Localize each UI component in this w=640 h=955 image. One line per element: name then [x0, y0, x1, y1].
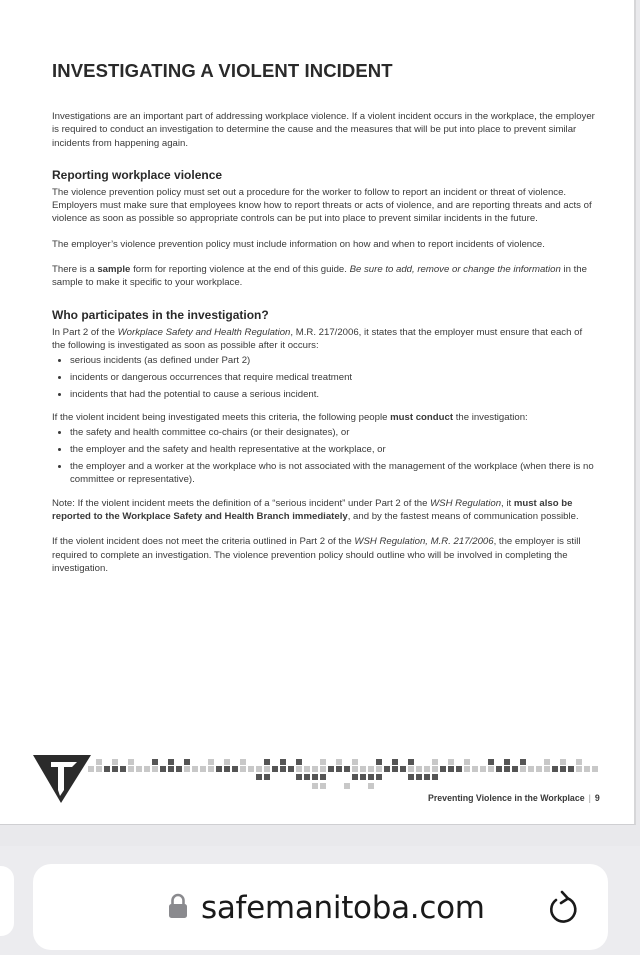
- decorative-square: [96, 766, 102, 772]
- decorative-square: [336, 766, 342, 772]
- decorative-square: [432, 774, 438, 780]
- italic-text: Workplace Safety and Health Regulation: [117, 326, 291, 338]
- decorative-square: [312, 774, 318, 780]
- participants-heading: Who participates in the investigation?: [52, 307, 269, 322]
- page-number: 9: [594, 793, 600, 803]
- decorative-square: [520, 766, 526, 772]
- note-paragraph: [52, 497, 597, 524]
- reporting-paragraph-3: [52, 263, 597, 290]
- decorative-square: [128, 766, 134, 772]
- decorative-square: [432, 759, 438, 765]
- decorative-square: [560, 759, 566, 765]
- decorative-square: [184, 766, 190, 772]
- decorative-square: [256, 766, 262, 772]
- decorative-square: [288, 766, 294, 772]
- decorative-square: [368, 766, 374, 772]
- decorative-square: [304, 766, 310, 772]
- decorative-square: [464, 759, 470, 765]
- text-run: In Part 2 of the: [52, 326, 118, 338]
- decorative-square: [432, 766, 438, 772]
- list-item: • the safety and health committee co-chairs (or their designates), or: [70, 426, 597, 439]
- decorative-square: [544, 759, 550, 765]
- decorative-square: [448, 766, 454, 772]
- decorative-square: [344, 783, 350, 789]
- decorative-square: [560, 766, 566, 772]
- decorative-square: [400, 766, 406, 772]
- decorative-square: [128, 759, 134, 765]
- decorative-square: [296, 766, 302, 772]
- decorative-square: [184, 759, 190, 765]
- decorative-square: [320, 766, 326, 772]
- list-item: • incidents or dangerous occurrences that require medical treatment: [70, 371, 597, 384]
- decorative-square: [240, 759, 246, 765]
- reporting-paragraph-2: The employer’s violence prevention policy must include information on how and when to report incidents of violence.: [52, 238, 545, 250]
- decorative-square: [424, 774, 430, 780]
- text-run: , it: [501, 497, 514, 509]
- decorative-square: [488, 759, 494, 765]
- decorative-square: [320, 759, 326, 765]
- decorative-square: [504, 766, 510, 772]
- decorative-square: [320, 774, 326, 780]
- decorative-square: [320, 783, 326, 789]
- decorative-square: [576, 766, 582, 772]
- bold-text: must conduct: [390, 412, 454, 424]
- participants-paragraph-2: [52, 411, 597, 424]
- decorative-square: [368, 774, 374, 780]
- italic-text: Be sure to add, remove or change the information: [349, 264, 561, 276]
- reload-icon[interactable]: [547, 889, 581, 927]
- decorative-square: [544, 766, 550, 772]
- text-run: , and by the fastest means of communication possible.: [347, 510, 579, 522]
- safe-work-logo-icon: [31, 753, 93, 805]
- decorative-square: [280, 759, 286, 765]
- decorative-square: [496, 766, 502, 772]
- footer-title: Preventing Violence in the Workplace: [428, 793, 585, 803]
- decorative-square: [568, 766, 574, 772]
- decorative-square: [352, 766, 358, 772]
- page-title: INVESTIGATING A VIOLENT INCIDENT: [52, 60, 393, 81]
- browser-toolbar: [0, 846, 640, 955]
- decorative-square: [360, 774, 366, 780]
- decorative-square: [592, 766, 598, 772]
- previous-tab-edge[interactable]: [0, 866, 14, 936]
- text-run: Note: If the violent incident meets the definition of a “serious incident” under Part 2 of the: [52, 497, 431, 509]
- decorative-square: [392, 766, 398, 772]
- decorative-square: [264, 774, 270, 780]
- text-run: If the violent incident being investigated meets this criteria, the following people: [52, 412, 391, 424]
- decorative-square: [456, 766, 462, 772]
- decorative-square: [152, 759, 158, 765]
- decorative-square: [208, 759, 214, 765]
- decorative-square: [464, 766, 470, 772]
- decorative-square: [208, 766, 214, 772]
- decorative-square: [168, 766, 174, 772]
- decorative-square: [408, 774, 414, 780]
- decorative-square: [144, 766, 150, 772]
- decorative-square: [440, 766, 446, 772]
- decorative-square: [376, 766, 382, 772]
- investigation-criteria-list: [52, 354, 597, 401]
- decorative-square: [488, 766, 494, 772]
- decorative-square: [352, 774, 358, 780]
- decorative-square: [368, 783, 374, 789]
- footer-separator: |: [588, 793, 591, 803]
- list-item: • the employer and a worker at the workplace who is not associated with the management of the workplace (when there is no committee or representative).: [70, 460, 597, 487]
- footer-label: [428, 793, 600, 803]
- decorative-square: [312, 766, 318, 772]
- decorative-square: [304, 774, 310, 780]
- decorative-square: [176, 766, 182, 772]
- text-run: , M.R. 217/2006, it states that the employer must ensure that each of the following is investigated as soon as possible after it occurs:: [52, 326, 583, 351]
- decorative-square: [328, 766, 334, 772]
- decorative-square: [520, 759, 526, 765]
- decorative-square: [392, 759, 398, 765]
- decorative-square: [232, 766, 238, 772]
- decorative-square: [264, 759, 270, 765]
- decorative-square: [136, 766, 142, 772]
- decorative-square: [576, 759, 582, 765]
- bold-text: must also be reported to the Workplace Safety and Health Branch immediately: [52, 497, 573, 522]
- decorative-square: [552, 766, 558, 772]
- decorative-square: [512, 766, 518, 772]
- italic-text: WSH Regulation: [430, 497, 502, 509]
- text-run: form for reporting violence at the end of this guide.: [130, 264, 350, 276]
- decorative-square: [408, 759, 414, 765]
- decorative-square: [376, 759, 382, 765]
- page-footer: [0, 745, 634, 815]
- decorative-square: [528, 766, 534, 772]
- address-bar[interactable]: [33, 864, 608, 950]
- decorative-square: [224, 766, 230, 772]
- text-run: the investigation:: [453, 412, 528, 424]
- intro-paragraph: Investigations are an important part of addressing workplace violence. If a violent incident occurs in the workplace, the employer is required to conduct an investigation to determine the cause and the measures that will be put into place to prevent similar incidents from happening again.: [52, 111, 595, 149]
- decorative-square: [224, 759, 230, 765]
- decorative-square: [296, 759, 302, 765]
- decorative-square: [448, 759, 454, 765]
- reporting-paragraph-1: The violence prevention policy must set out a procedure for the worker to follow to report an incident or threat of violence. Employers must make sure that employees know how to report threats or acts of violence, and are reporting threats and acts of violence as soon as possible so appropriate controls can be put into place to prevent similar incidents in the future.: [52, 186, 592, 225]
- decorative-square: [472, 766, 478, 772]
- document-content: [52, 60, 597, 587]
- investigators-list: [52, 426, 597, 486]
- list-item: • the employer and the safety and health representative at the workplace, or: [70, 443, 597, 456]
- decorative-square: [272, 766, 278, 772]
- decorative-square: [536, 766, 542, 772]
- decorative-square: [96, 759, 102, 765]
- decorative-square: [168, 759, 174, 765]
- participants-paragraph-1: [52, 326, 597, 353]
- text-run: If the violent incident does not meet the criteria outlined in Part 2 of the: [52, 536, 355, 548]
- decorative-square: [296, 774, 302, 780]
- decorative-square: [88, 766, 94, 772]
- reporting-heading: Reporting workplace violence: [52, 167, 223, 182]
- decorative-square: [416, 774, 422, 780]
- lock-icon: [168, 893, 188, 919]
- decorative-square: [352, 759, 358, 765]
- decorative-square: [240, 766, 246, 772]
- decorative-square: [480, 766, 486, 772]
- decorative-square: [192, 766, 198, 772]
- bold-text: sample: [97, 264, 131, 276]
- decorative-square: [408, 766, 414, 772]
- decorative-square: [160, 766, 166, 772]
- decorative-square: [424, 766, 430, 772]
- decorative-square: [584, 766, 590, 772]
- decorative-square: [248, 766, 254, 772]
- decorative-square: [120, 766, 126, 772]
- text-run: in the sample to make it specific to your workplace.: [52, 264, 587, 289]
- decorative-square: [112, 759, 118, 765]
- decorative-square: [112, 766, 118, 772]
- url-text[interactable]: safemanitoba.com: [201, 890, 485, 926]
- decorative-square: [336, 759, 342, 765]
- decorative-square: [264, 766, 270, 772]
- decorative-square: [256, 774, 262, 780]
- decorative-square: [376, 774, 382, 780]
- decorative-square: [200, 766, 206, 772]
- decorative-square: [416, 766, 422, 772]
- text-run: There is a: [52, 264, 98, 276]
- italic-text: WSH Regulation, M.R. 217/2006: [354, 536, 494, 548]
- decorative-square: [312, 783, 318, 789]
- decorative-square: [344, 766, 350, 772]
- decorative-square: [280, 766, 286, 772]
- text-run: , the employer is still required to complete an investigation. The violence prevention policy should outline who will be involved in completing the investigation.: [52, 536, 581, 574]
- decorative-square: [504, 759, 510, 765]
- decorative-square: [104, 766, 110, 772]
- decorative-square: [384, 766, 390, 772]
- decorative-square: [216, 766, 222, 772]
- decorative-square: [360, 766, 366, 772]
- list-item: • incidents that had the potential to cause a serious incident.: [70, 388, 597, 401]
- list-item: • serious incidents (as defined under Part 2): [70, 354, 597, 367]
- participants-paragraph-3: [52, 535, 597, 575]
- decorative-square: [152, 766, 158, 772]
